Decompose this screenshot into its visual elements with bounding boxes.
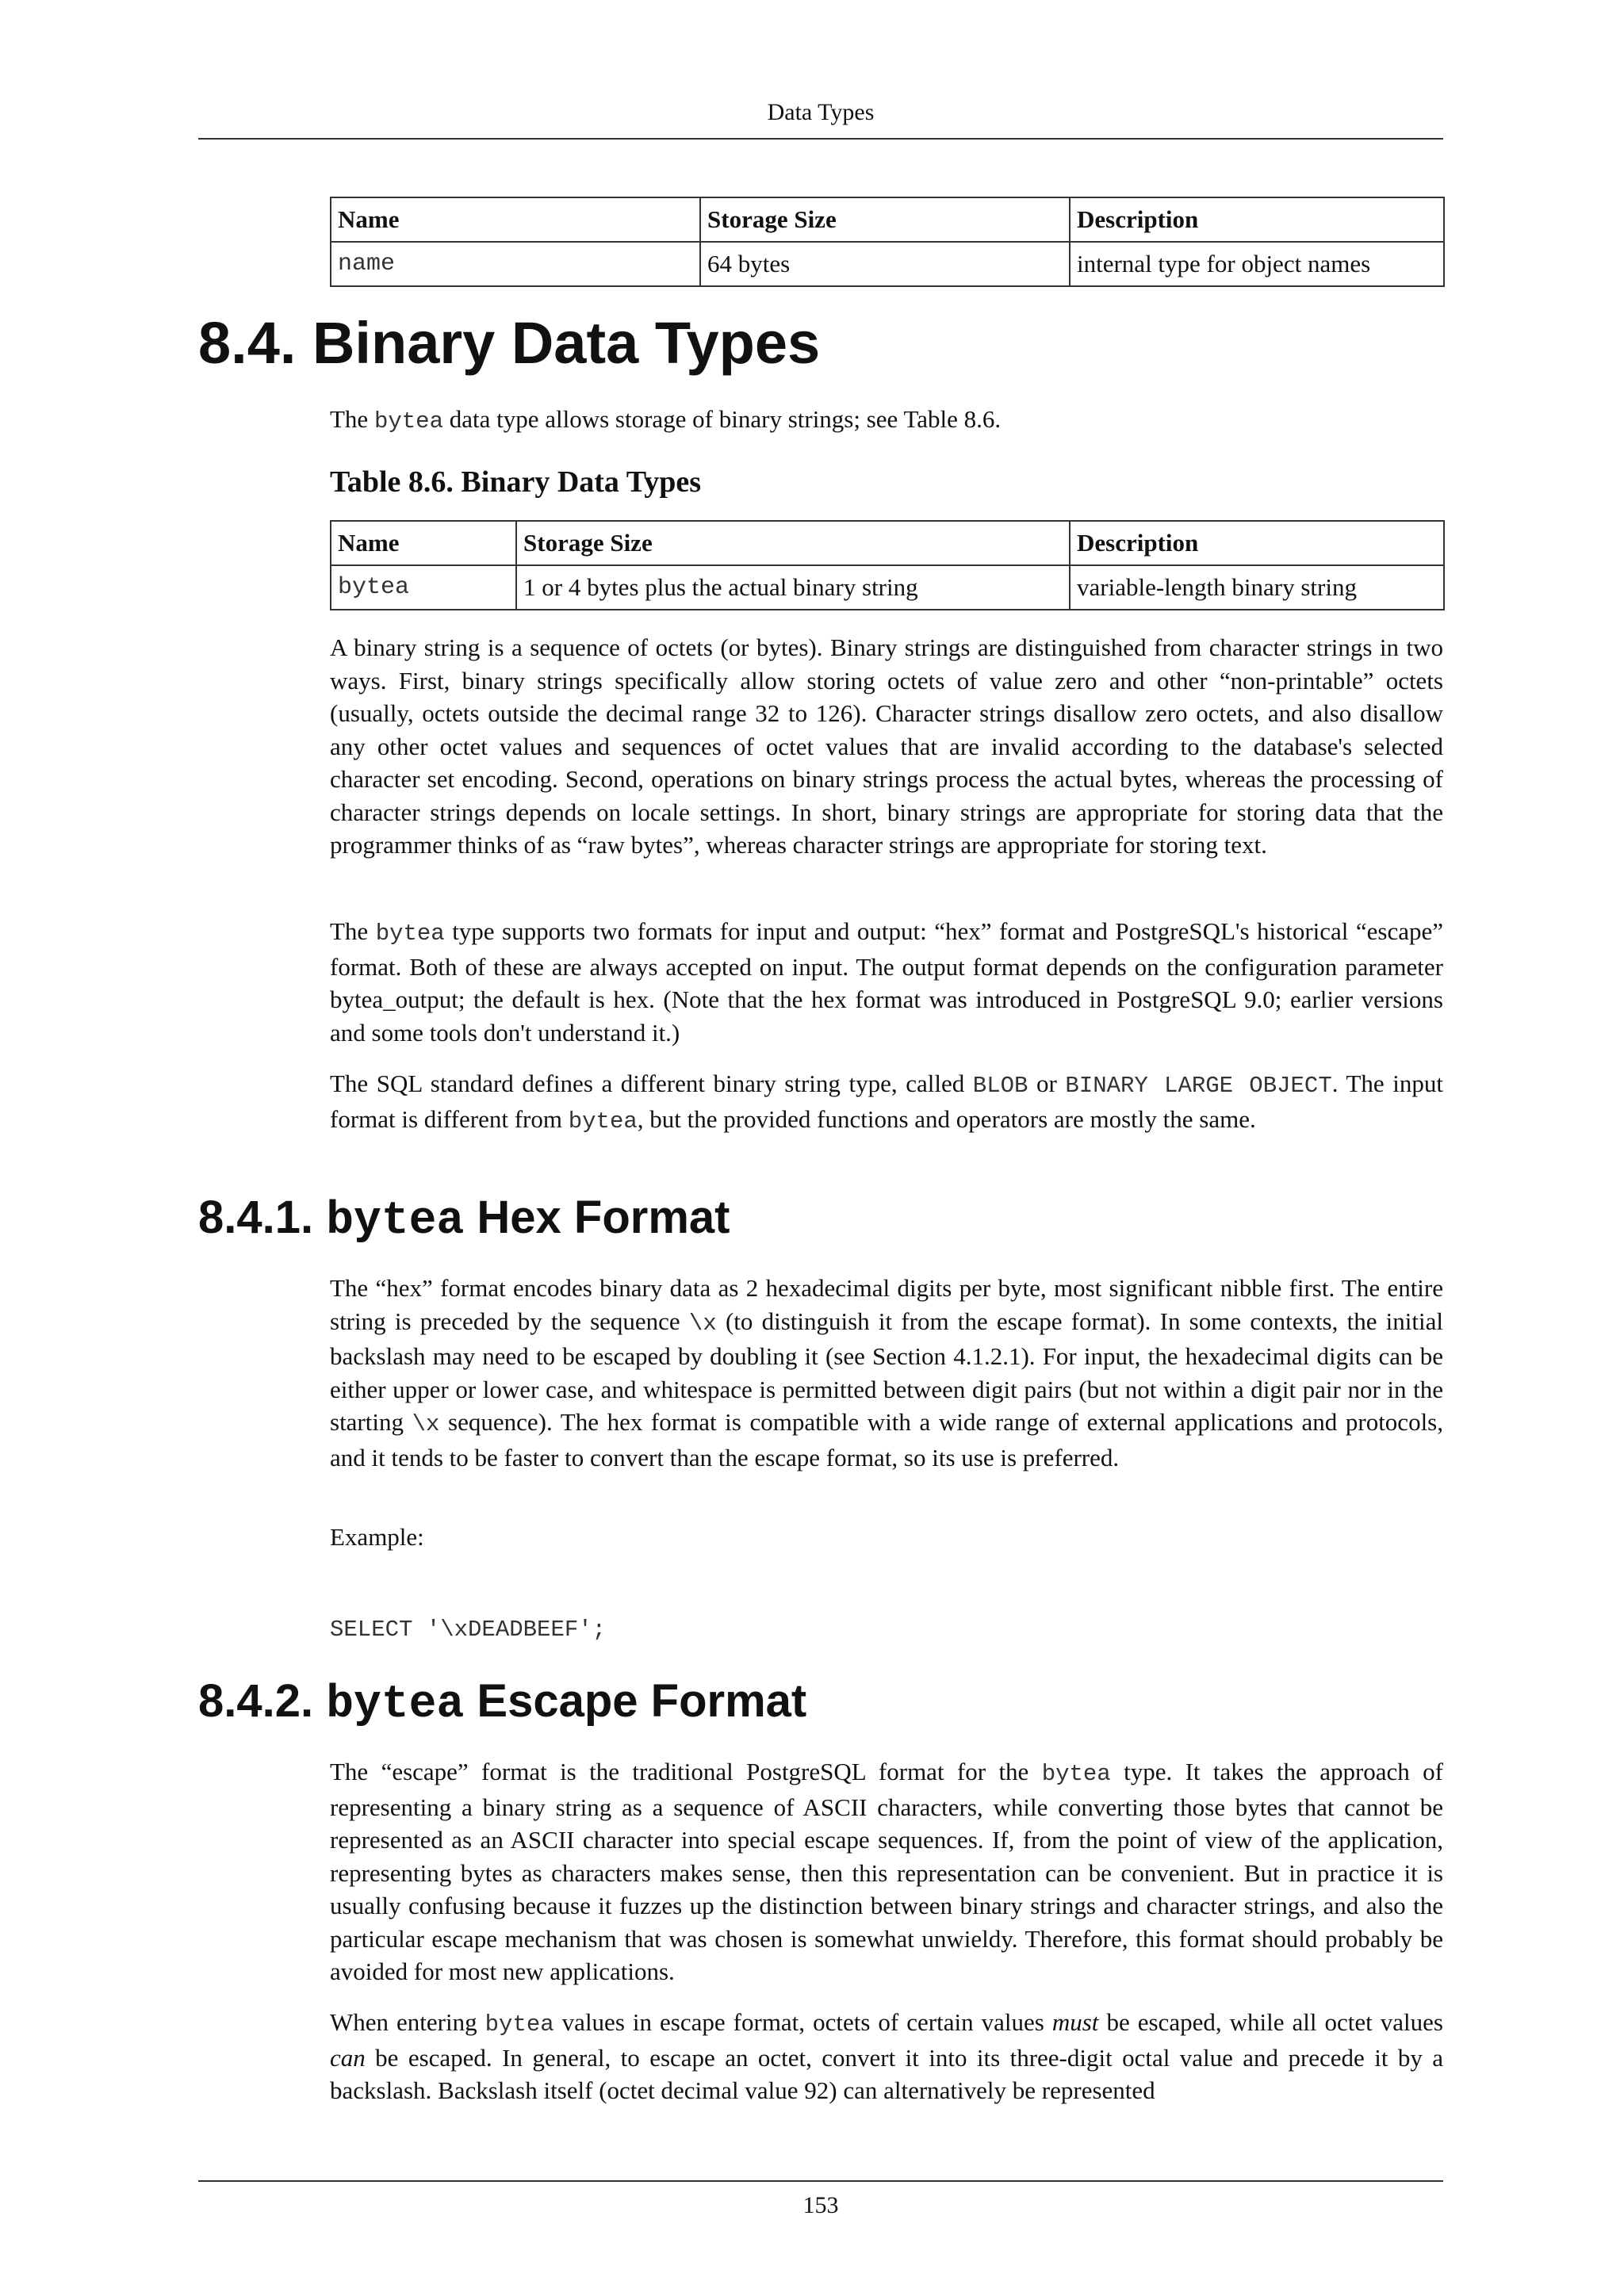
table-cell: 64 bytes [700,242,1070,286]
inline-code: bytea [1041,1761,1111,1787]
table-title: Table 8.6. Binary Data Types [330,465,702,499]
text-run: be escaped, while all octet values [1098,2008,1443,2036]
text-run: . The input format is different from [330,1070,1443,1133]
section-heading: 8.4. Binary Data Types [198,310,821,376]
table-cell: variable-length binary string [1070,565,1444,610]
inline-code: BLOB [972,1073,1028,1099]
table-cell: name [331,242,700,286]
text-run: type. It takes the approach of representing a binary string as a sequence of ASCII characters, while converting those bytes that cannot be represented as an ASCII character into special escape sequences. If, from the point of view of the application, representing bytes as characters makes sense, then this representation can be convenient. But in practice it is usually confusing because it fuzzes up the distinction between binary strings and character strings, and also the particular escape mechanism that was chosen is somewhat unwieldy. Therefore, this format should probably be avoided for most new applications. [330,1758,1443,1985]
inline-code: \x [412,1411,440,1437]
text-run: The SQL standard defines a different binary string type, called [330,1070,973,1097]
text-run: The “hex” format encodes binary data as 2 hexadecimal digits per byte, most significant nibble first. The entire string is preceded by the sequence [330,1274,1443,1335]
text-run: data type allows storage of binary strings; see Table 8.6. [442,405,1002,433]
inline-code: BINARY LARGE OBJECT [1065,1073,1332,1099]
text-run: be escaped. In general, to escape an octet, convert it into its three-digit octal value and precede it by a backslash. Backslash itself (octet decimal value 92) can alternatively be represented [330,2043,1443,2104]
text-run: (to distinguish it from the escape format). In some contexts, the initial backslash may need to be escaped by doubling it (see Section 4.1.2.1). For input, the hexadecimal digits can be either upper or lower case, and whitespace is permitted between digit pairs (but not within a digit pair nor in the starting [330,1307,1443,1436]
running-header: Data Types [767,99,875,125]
table-header-row [331,521,1444,565]
inline-code: bytea [373,408,443,434]
text-run: The “escape” format is the traditional PostgreSQL format for the [330,1758,1042,1785]
binary-data-types-table [330,520,1445,610]
heading-code: bytea [326,1679,465,1731]
heading-title: Hex Format [464,1192,730,1243]
object-name-type-table [330,197,1445,287]
heading-title: Escape Format [464,1675,807,1727]
body-paragraph [330,1067,1443,1138]
intro-paragraph [330,403,1443,438]
text-run: , but the provided functions and operators are mostly the same. [637,1104,1256,1133]
text-run: The [330,405,374,433]
body-paragraph [330,1755,1443,1988]
footer-rule [198,2180,1443,2182]
text-run: When entering [330,2008,485,2036]
column-header: Name [331,197,700,242]
table-cell: internal type for object names [1070,242,1444,286]
emphasis: can [330,2043,366,2072]
header-rule [198,138,1443,140]
body-paragraph [330,1272,1443,1474]
text-run: The [330,917,376,945]
column-header: Name [331,521,516,565]
table-row [331,565,1444,610]
code-example: SELECT '\xDEADBEEF'; [330,1617,607,1643]
table-cell: bytea [331,565,516,610]
table-cell: 1 or 4 bytes plus the actual binary string [516,565,1070,610]
subsection-heading [198,1673,806,1734]
body-paragraph [330,915,1443,1049]
body-paragraph [330,2006,1443,2107]
heading-number: 8.4.1. [198,1192,327,1243]
column-header: Storage Size [700,197,1070,242]
inline-code: \x [688,1310,717,1337]
heading-code: bytea [326,1196,465,1247]
column-header: Description [1070,197,1444,242]
column-header: Description [1070,521,1444,565]
text-run: type supports two formats for input and output: “hex” format and PostgreSQL's historical “escape” format. Both of these are always accepted on input. The output format depends on the configuration parameter bytea_output; the default is hex. (Note that the hex format was introduced in PostgreSQL 9.0; earlier versions and some tools don't understand it.) [330,917,1443,1047]
text-run: or [1028,1070,1066,1097]
body-paragraph: A binary string is a sequence of octets (or bytes). Binary strings are distinguished from character strings in two ways. First, binary strings specifically allow storing octets of value zero and other “non-printable” octets (usually, octets outside the decimal range 32 to 126). Character strings disallow zero octets, and also disallow any other octet values and sequences of octet values that are invalid according to the database's selected character set encoding. Second, operations on binary strings process the actual bytes, whereas the processing of character strings depends on locale settings. In short, binary strings are appropriate for storing data that the programmer thinks of as “raw bytes”, whereas character strings are appropriate for storing text. [330,633,1443,859]
table-header-row [331,197,1444,242]
page-number: 153 [802,2192,839,2218]
heading-number: 8.4.2. [198,1675,327,1727]
example-label: Example: [330,1523,424,1551]
subsection-heading [198,1189,730,1250]
text-run: sequence). The hex format is compatible with a wide range of external applications and protocols, and it tends to be faster to convert than the escape format, so its use is preferred. [330,1408,1443,1471]
inline-code: bytea [568,1108,638,1135]
column-header: Storage Size [516,521,1070,565]
emphasis: must [1051,2008,1099,2036]
inline-code: bytea [485,2011,554,2038]
table-row [331,242,1444,286]
text-run: values in escape format, octets of certain values [553,2008,1052,2036]
inline-code: bytea [375,920,445,947]
